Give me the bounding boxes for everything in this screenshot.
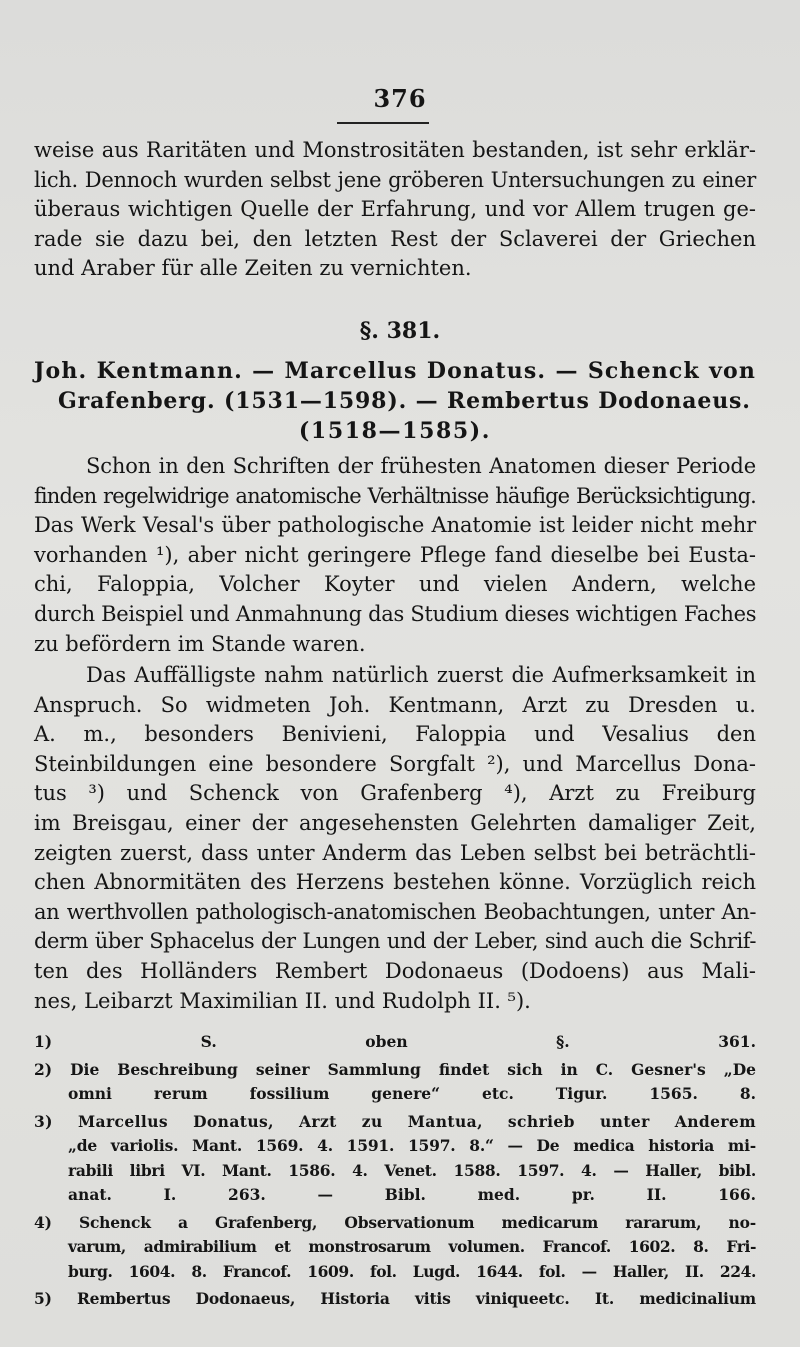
section-heading: §. 381. (359, 318, 441, 344)
paragraph-1 (34, 136, 756, 284)
text-line: zeigten zuerst, dass unter Anderm das Leben selbst bei beträchtli- (34, 840, 756, 865)
text-line: A. m., besonders Benivieni, Faloppia und Vesalius den (34, 722, 756, 747)
text-line: derm über Sphacelus der Lungen und der Leber, sind auch die Schrif- (34, 929, 756, 954)
subheading-line: Grafenberg. (1531—1598). — Rembertus Dodonaeus. (58, 388, 751, 414)
page-number: 376 (373, 84, 427, 113)
footnote-line: 4) Schenck a Grafenberg, Observationum medicarum rararum, no- (34, 1212, 756, 1232)
footnotes (34, 1030, 756, 1315)
text-line: lich. Dennoch wurden selbst jene gröberen Untersuchungen zu einer (34, 167, 756, 192)
footnote-line: 5) Rembertus Dodonaeus, Historia vitis viniqueetc. It. medicinalium (34, 1289, 756, 1308)
text-line: chi, Faloppia, Volcher Koyter und vielen Andern, welche (34, 572, 756, 597)
text-line: ten des Holländers Rembert Dodonaeus (Dodoens) aus Mali- (34, 958, 756, 983)
text-line: Steinbildungen eine besondere Sorgfalt ²), und Marcellus Dona- (34, 751, 756, 776)
footnote-line: 2) Die Beschreibung seiner Sammlung findet sich in C. Gesner's „De (34, 1059, 756, 1079)
text-line: überaus wichtigen Quelle der Erfahrung, und vor Allem trugen ge- (34, 197, 756, 222)
footnote-line: anat. I. 263. — Bibl. med. pr. II. 166. (68, 1185, 756, 1204)
text-line: Anspruch. So widmeten Joh. Kentmann, Arzt zu Dresden u. (34, 692, 756, 717)
footnote-line: omni rerum fossilium genere“ etc. Tigur. 1565. 8. (68, 1084, 756, 1103)
text-line: Das Auffälligste nahm natürlich zuerst die Aufmerksamkeit in (86, 663, 756, 687)
paragraph-3 (34, 661, 756, 1016)
footnote-line: 3) Marcellus Donatus, Arzt zu Mantua, schrieb unter Anderem (34, 1111, 756, 1131)
footnote (34, 1211, 756, 1285)
text-line: finden regelwidrige anatomische Verhältnisse häufige Berücksichtigung. (34, 483, 756, 508)
footnote-line: varum, admirabilium et monstrosarum volumen. Francof. 1602. 8. Fri- (68, 1237, 756, 1256)
text-line: rade sie dazu bei, den letzten Rest der Sclaverei der Griechen (34, 226, 756, 251)
text-line: und Araber für alle Zeiten zu vernichten. (34, 256, 472, 281)
text-line: Das Werk Vesal's über pathologische Anatomie ist leider nicht mehr (34, 513, 756, 538)
footnote-line: rabili libri VI. Mant. 1586. 4. Venet. 1588. 1597. 4. — Haller, bibl. (68, 1160, 756, 1180)
text-line: an werthvollen pathologisch-anatomischen Beobachtungen, unter An- (34, 899, 756, 924)
text-line: durch Beispiel und Anmahnung das Studium dieses wichtigen Faches (34, 601, 757, 626)
paragraph-2 (34, 452, 756, 659)
footnote-line: „de variolis. Mant. 1569. 4. 1591. 1597. 8.“ — De medica historia mi- (68, 1136, 756, 1155)
footnote (34, 1110, 756, 1208)
text-line: zu befördern im Stande waren. (34, 631, 366, 656)
subheading-line: Joh. Kentmann. — Marcellus Donatus. — Schenck von (34, 358, 756, 384)
subheading-line: (1518—1585). (298, 418, 492, 444)
text-line: nes, Leibarzt Maximilian II. und Rudolph II. ⁵). (34, 988, 531, 1013)
text-line: Schon in den Schriften der frühesten Anatomen dieser Periode (86, 454, 756, 478)
footnote-line: burg. 1604. 8. Francof. 1609. fol. Lugd. 1644. fol. — Haller, II. 224. (68, 1261, 756, 1281)
footnote-line: 1) S. oben §. 361. (34, 1032, 756, 1051)
text-line: chen Abnormitäten des Herzens bestehen könne. Vorzüglich reich (34, 870, 756, 895)
text-line: tus ³) und Schenck von Grafenberg ⁴), Arzt zu Freiburg (34, 781, 756, 806)
text-line: im Breisgau, einer der angesehensten Gelehrten damaliger Zeit, (34, 810, 756, 835)
footnote (34, 1030, 756, 1055)
footnote (34, 1287, 756, 1312)
section-subheading (34, 356, 756, 446)
footnote (34, 1058, 756, 1107)
text-line: weise aus Raritäten und Monstrositäten bestanden, ist sehr erklär- (34, 138, 756, 162)
text-line: vorhanden ¹), aber nicht geringere Pflege fand dieselbe bei Eusta- (34, 542, 756, 567)
page-number-rule (337, 122, 429, 124)
